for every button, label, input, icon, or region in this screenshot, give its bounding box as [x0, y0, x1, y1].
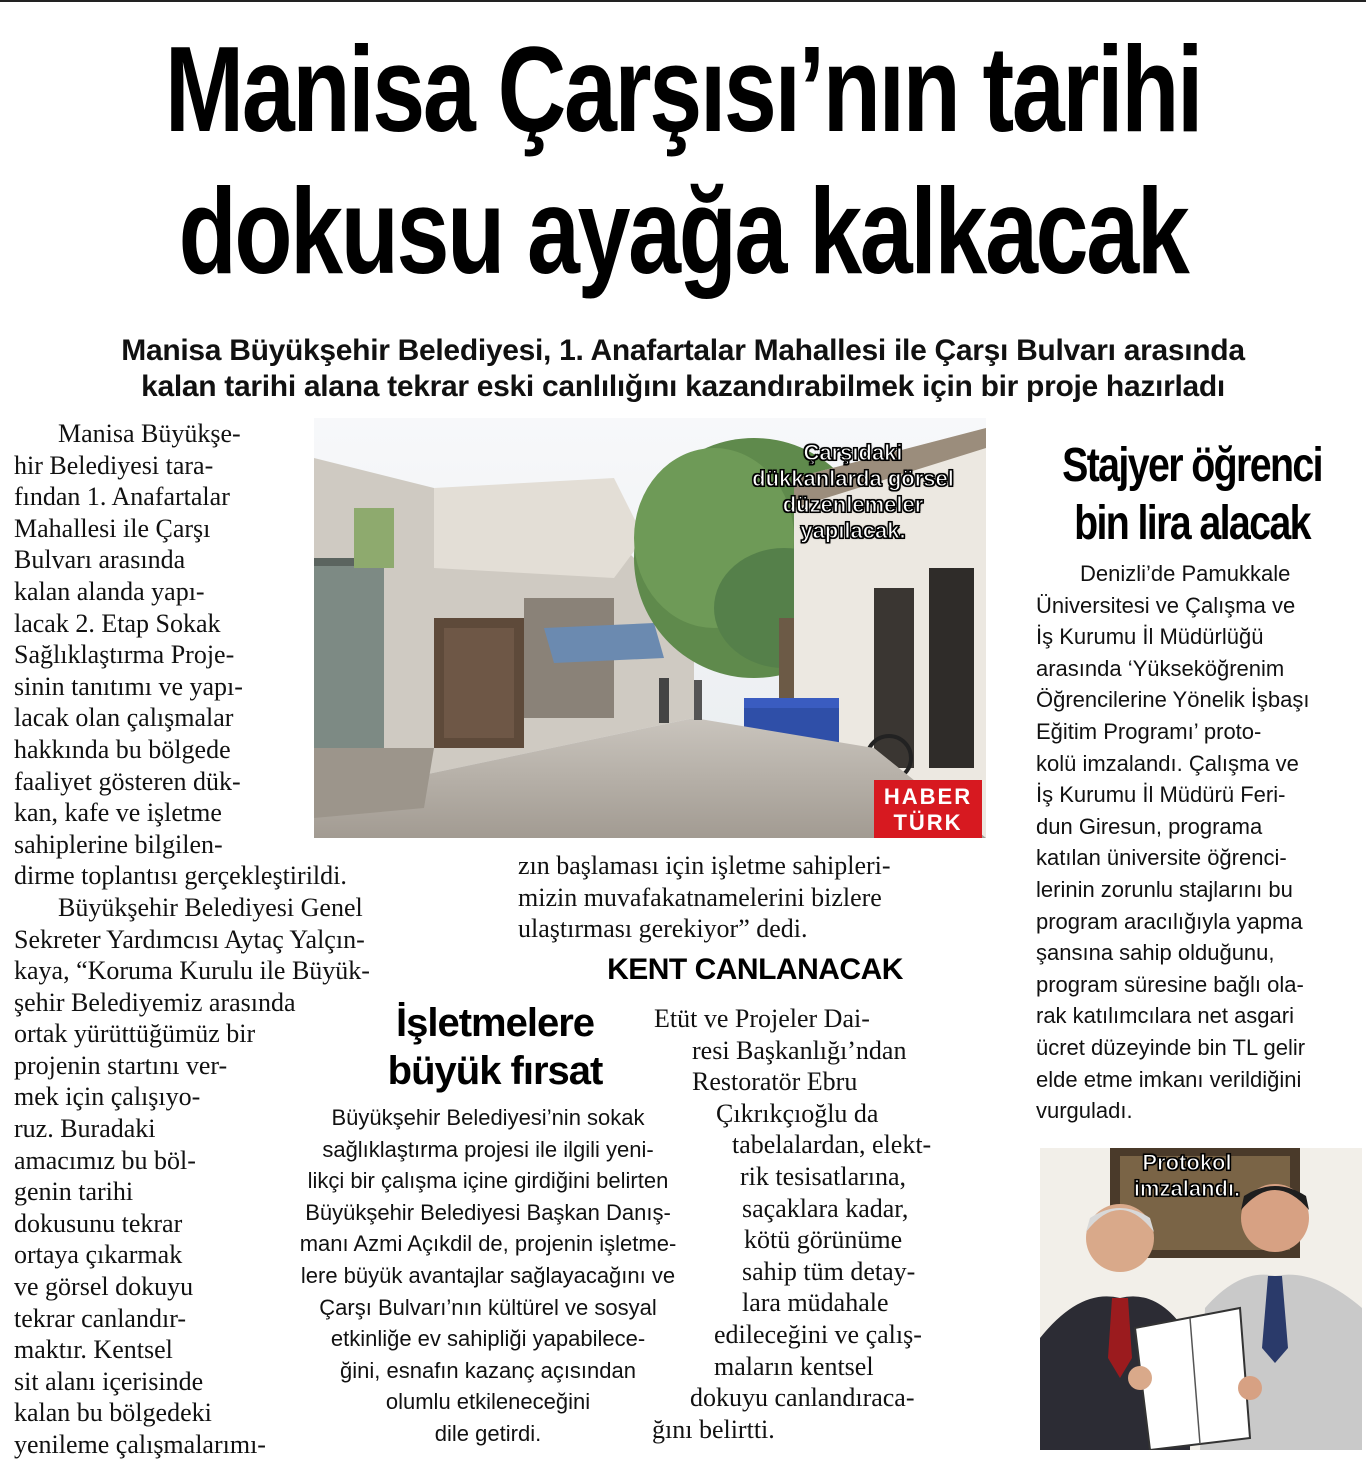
- kent-canlanacak-heading: KENT CANLANACAK: [607, 953, 903, 986]
- protocol-photo-caption: [1112, 1150, 1262, 1202]
- text-line: Bulvarı arasında: [14, 545, 186, 575]
- photo-caption: [718, 440, 988, 544]
- text-line: kötü görünüme: [744, 1225, 903, 1255]
- text-line: sinin tanıtımı ve yapı-: [14, 671, 243, 701]
- text-line: Büyükşehir Belediyesi Genel: [58, 892, 363, 922]
- photo-caption-line: düzenlemeler: [782, 492, 924, 517]
- text-line: Çıkrıkçıoğlu da: [716, 1098, 879, 1128]
- logo-line-1: HABER: [883, 784, 973, 809]
- text-line: katılan üniversite öğrenci-: [1036, 845, 1287, 871]
- box-title-line-2: büyük fırsat: [387, 1049, 603, 1093]
- text-line: ğini, esnafın kazanç açısından: [340, 1357, 636, 1383]
- text-line: faaliyet gösteren dük-: [14, 766, 241, 796]
- text-line: maların kentsel: [714, 1351, 874, 1381]
- text-line: ruz. Buradaki: [14, 1114, 156, 1144]
- photo-caption-line: yapılacak.: [800, 518, 906, 543]
- text-line: sağlıklaştırma projesi ile ilgili yeni-: [322, 1136, 654, 1162]
- text-line: edileceğini ve çalış-: [714, 1319, 922, 1349]
- text-line: dirme toplantısı gerçekleştirildi.: [14, 861, 347, 891]
- text-line: saçaklara kadar,: [742, 1193, 909, 1223]
- text-line: amacımız bu böl-: [14, 1145, 196, 1175]
- text-line: ğını belirtti.: [652, 1414, 775, 1444]
- text-line: lere büyük avantajlar sağlayacağını ve: [300, 1262, 676, 1288]
- text-line: resi Başkanlığı’ndan: [692, 1035, 907, 1065]
- text-line: Büyükşehir Belediyesi’nin sokak: [331, 1105, 645, 1130]
- haberturk-logo: [874, 780, 982, 838]
- text-line: Denizli’de Pamukkale: [1080, 561, 1291, 586]
- text-line: dokuyu canlandıraca-: [690, 1383, 915, 1413]
- side-title-line-2: bin lira alacak: [1074, 497, 1310, 550]
- text-line: şansına sahip olduğunu,: [1036, 940, 1275, 966]
- photo-caption-line: dükkanlarda görsel: [752, 466, 954, 491]
- text-line: ortak yürüttüğümüz bir: [14, 1019, 256, 1049]
- text-line: Sağlıklaştırma Proje-: [14, 640, 235, 670]
- article-column-2: [518, 850, 988, 945]
- text-line: yenileme çalışmalarımı-: [14, 1430, 266, 1459]
- protocol-caption-line: imzalandı.: [1133, 1176, 1241, 1201]
- text-line: lacak 2. Etap Sokak: [14, 608, 221, 638]
- text-line: etkinliğe ev sahipliği yapabilece-: [330, 1326, 646, 1352]
- text-line: ortaya çıkarmak: [14, 1240, 183, 1270]
- text-line: mek için çalışıyo-: [14, 1082, 201, 1112]
- photo-caption-line: Çarşıdaki: [803, 440, 903, 465]
- text-line: genin tarihi: [14, 1177, 134, 1207]
- text-line: lacak olan çalışmalar: [14, 703, 234, 733]
- protocol-caption-line: Protokol: [1142, 1150, 1232, 1175]
- text-line: kan, kafe ve işletme: [14, 798, 222, 828]
- text-line: hakkında bu bölgede: [14, 734, 231, 764]
- box-story-text: [258, 1102, 718, 1450]
- text-line: rik tesisatlarına,: [740, 1161, 907, 1191]
- text-line: program süresine bağlı ola-: [1036, 971, 1304, 997]
- text-line: likçi bir çalışma içine girdiğini belirten: [307, 1168, 669, 1194]
- article-column-3: [652, 1003, 992, 1445]
- text-line: kolü imzalandı. Çalışma ve: [1036, 750, 1299, 776]
- box-title-line-1: İşletmelere: [395, 1001, 595, 1045]
- text-line: Manisa Büyükşe-: [58, 419, 241, 448]
- logo-line-2: TÜRK: [893, 810, 963, 835]
- text-line: elde etme imkanı verildiğini: [1036, 1066, 1302, 1092]
- top-rule: [0, 0, 1366, 2]
- text-line: ulaştırması gerekiyor” dedi.: [518, 914, 808, 944]
- text-line: lara müdahale: [742, 1288, 889, 1318]
- text-line: kaya, “Koruma Kurulu ile Büyük-: [14, 956, 370, 986]
- subheadline-line-2: kalan tarihi alana tekrar eski canlılığını kazandırabilmek için bir proje hazırladı: [141, 370, 1225, 403]
- text-line: zın başlaması için işletme sahipleri-: [518, 851, 891, 880]
- text-line: Üniversitesi ve Çalışma ve: [1036, 592, 1296, 618]
- text-line: İş Kurumu İl Müdürlüğü: [1036, 624, 1264, 650]
- text-line: olumlu etkileneceğini: [385, 1389, 591, 1415]
- text-line: rak katılımcılara net asgari: [1036, 1003, 1294, 1029]
- text-line: Mahallesi ile Çarşı: [14, 513, 211, 543]
- text-line: tabelalardan, elekt-: [732, 1130, 932, 1160]
- text-line: ve görsel dokuyu: [14, 1272, 194, 1302]
- side-title-line-1: Stajyer öğrenci: [1062, 439, 1322, 492]
- headline-line-1: Manisa Çarşısı’nın tarihi: [164, 21, 1202, 157]
- text-line: sahip tüm detay-: [742, 1256, 916, 1286]
- text-line: Eğitim Programı’ proto-: [1036, 718, 1262, 744]
- text-line: Büyükşehir Belediyesi Başkan Danış-: [305, 1199, 671, 1225]
- text-line: program aracılığıyla yapma: [1036, 908, 1303, 934]
- text-line: dun Giresun, programa: [1036, 813, 1263, 839]
- text-line: arasında ‘Yükseköğrenim: [1036, 655, 1285, 681]
- text-line: manı Azmi Açıkdil de, projenin işletme-: [299, 1231, 677, 1257]
- text-line: ücret düzeyinde bin TL gelir: [1036, 1034, 1306, 1060]
- headline-line-2: dokusu ayağa kalkacak: [178, 163, 1188, 299]
- text-line: İş Kurumu İl Müdürü Feri-: [1036, 782, 1286, 808]
- subheadline-line-1: Manisa Büyükşehir Belediyesi, 1. Anafartalar Mahallesi ile Çarşı Bulvarı arasında: [121, 334, 1245, 367]
- text-line: dokusunu tekrar: [14, 1208, 183, 1238]
- text-line: dile getirdi.: [434, 1420, 542, 1446]
- text-line: maktır. Kentsel: [14, 1335, 173, 1365]
- text-line: fından 1. Anafartalar: [14, 482, 230, 512]
- text-line: lerinin zorunlu stajlarını bu: [1036, 876, 1293, 902]
- text-line: vurguladı.: [1036, 1098, 1133, 1124]
- text-line: tekrar canlandır-: [14, 1303, 186, 1333]
- text-line: mizin muvafakatnamelerini bizlere: [518, 882, 882, 912]
- text-line: sahiplerine bilgilen-: [14, 829, 223, 859]
- text-line: Sekreter Yardımcısı Aytaç Yalçın-: [14, 924, 365, 954]
- text-line: Restoratör Ebru: [692, 1067, 858, 1097]
- text-line: Etüt ve Projeler Dai-: [654, 1004, 870, 1033]
- text-line: sit alanı içerisinde: [14, 1366, 204, 1396]
- text-line: kalan bu bölgedeki: [14, 1398, 212, 1428]
- text-line: hir Belediyesi tara-: [14, 450, 214, 480]
- text-line: kalan alanda yapı-: [14, 576, 205, 606]
- text-line: şehir Belediyemiz arasında: [14, 987, 296, 1017]
- text-line: Öğrencilerine Yönelik İşbaşı: [1036, 687, 1310, 713]
- text-line: projenin startını ver-: [14, 1050, 228, 1080]
- text-line: Çarşı Bulvarı’nın kültürel ve sosyal: [319, 1294, 657, 1320]
- side-story-text: [1036, 558, 1366, 1127]
